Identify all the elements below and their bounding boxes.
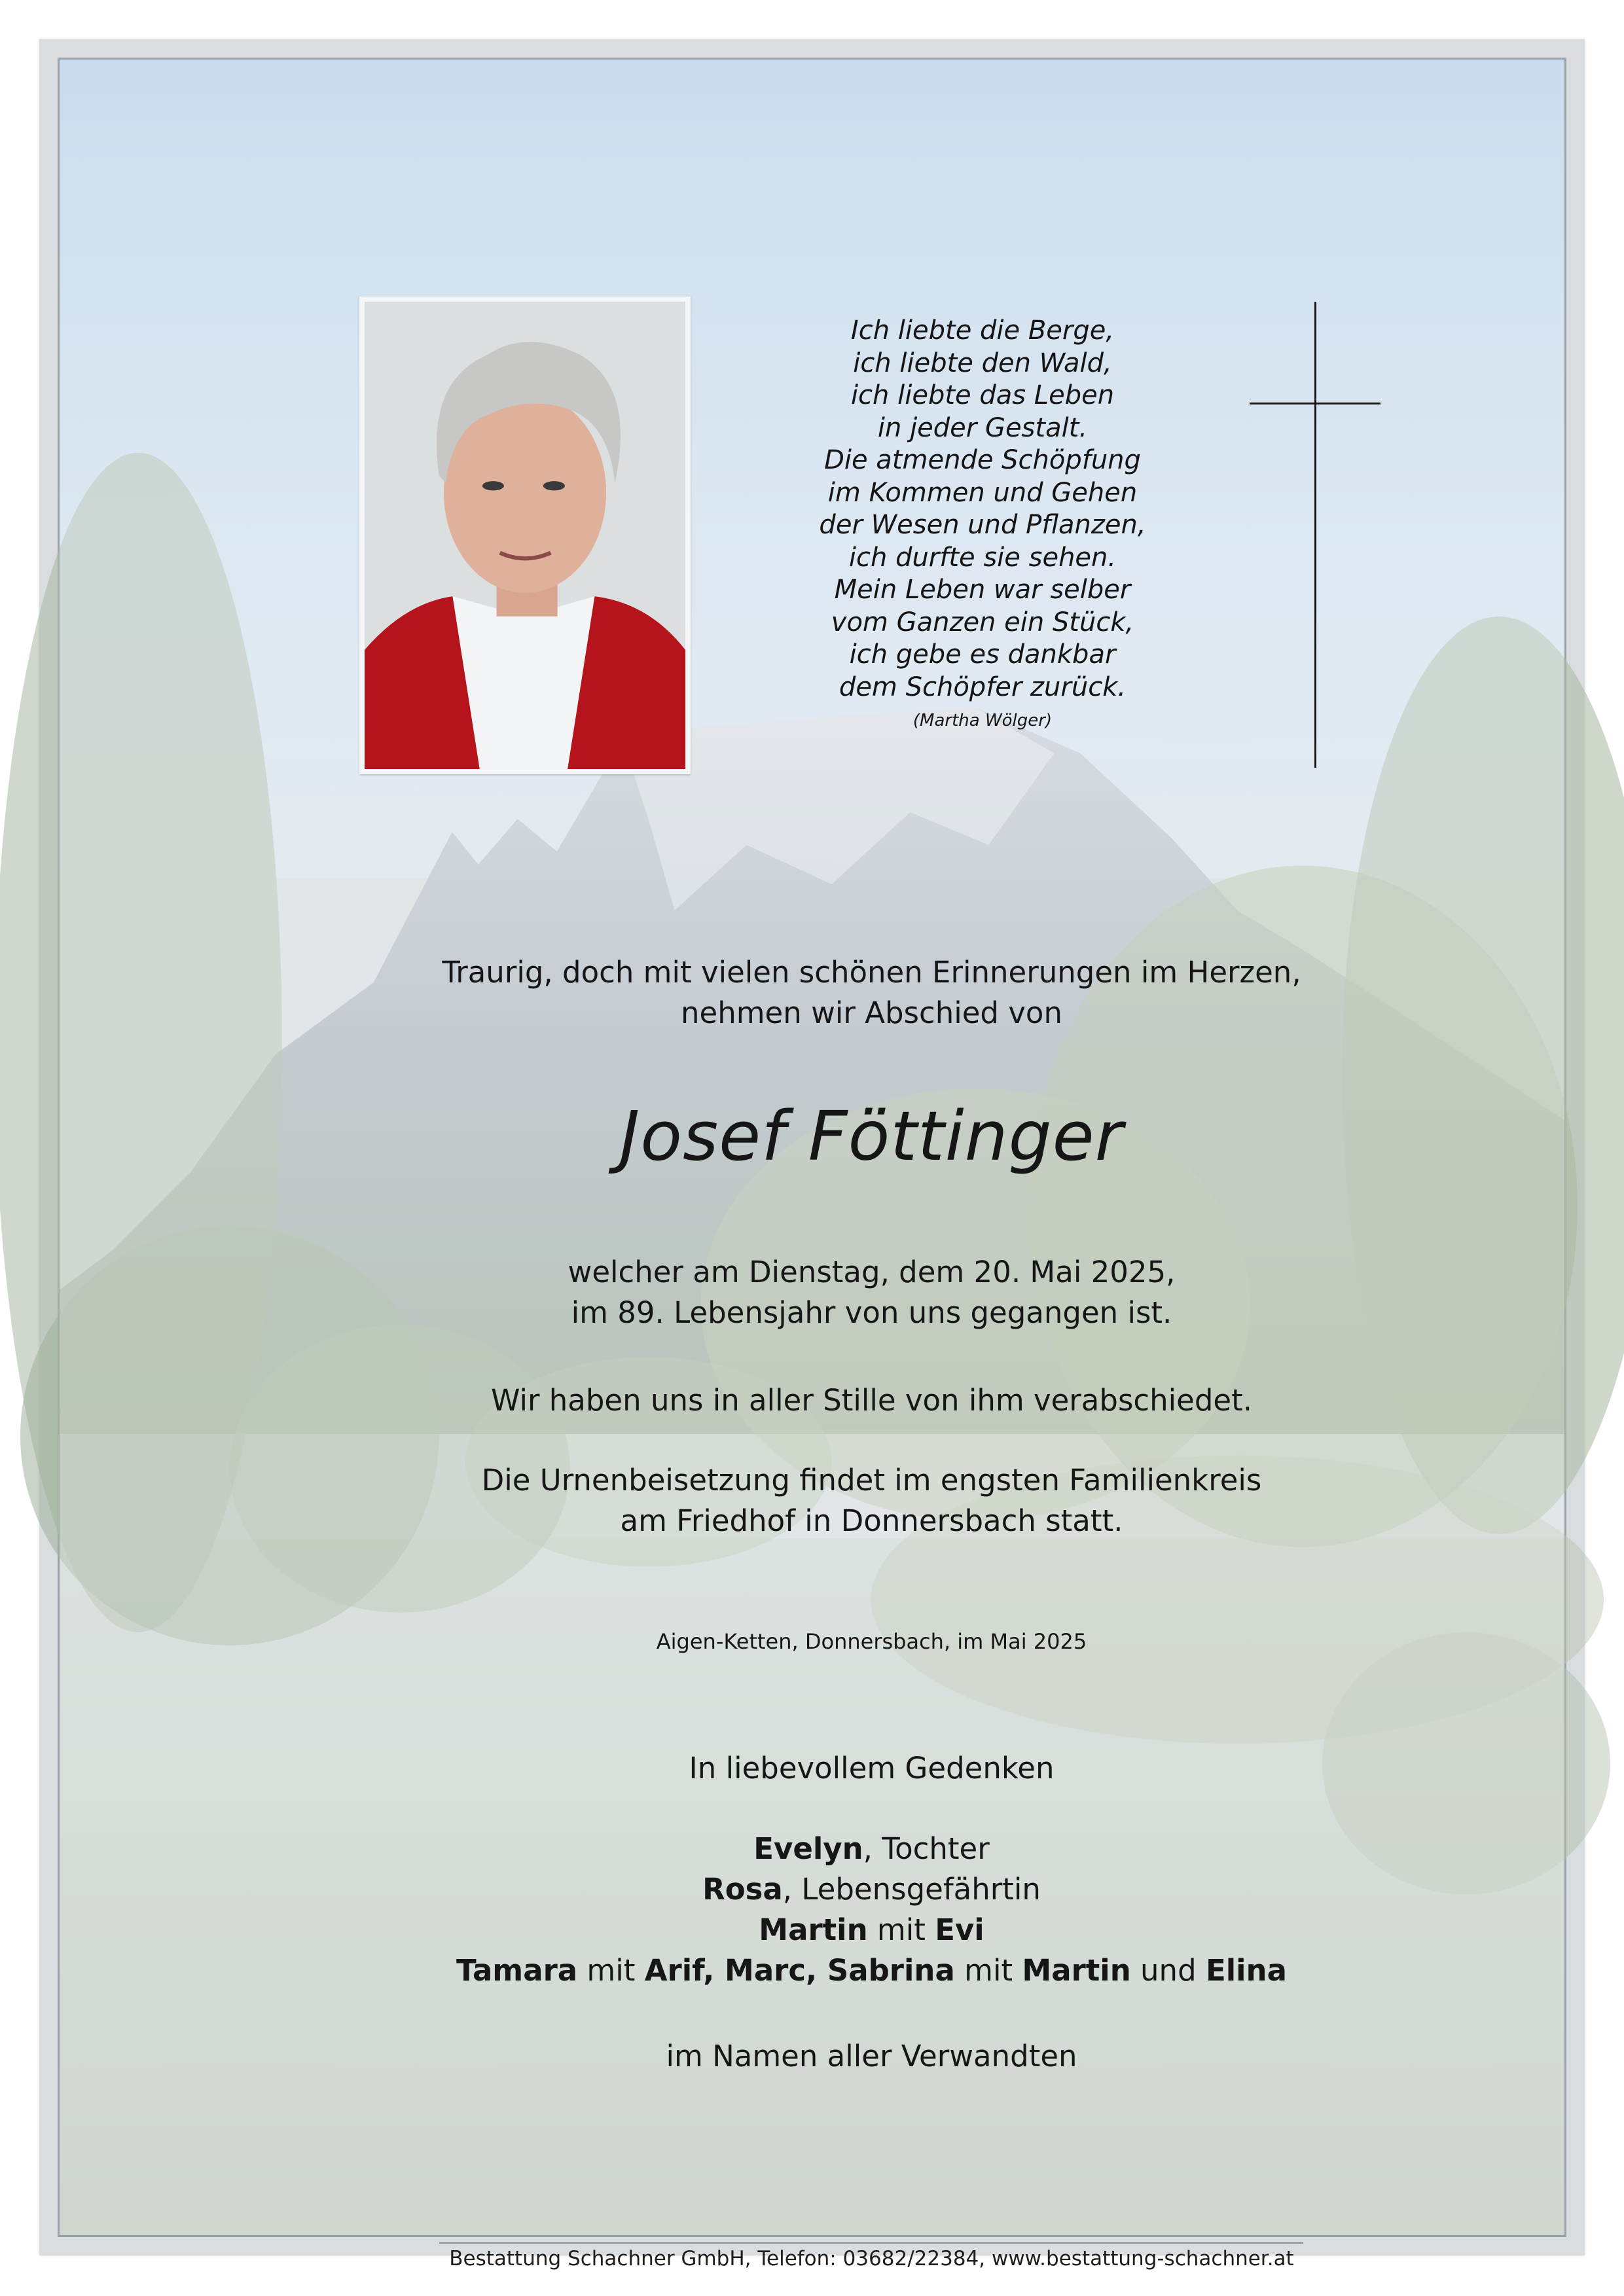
- cross-icon: [1250, 302, 1380, 768]
- relatives-text: im Namen aller Verwandten: [666, 2039, 1077, 2073]
- poem-line: ich durfte sie sehen.: [848, 542, 1117, 573]
- poem-line: in jeder Gestalt.: [877, 412, 1088, 443]
- family-row: [256, 1950, 1487, 1991]
- memorial-poem: [747, 315, 1218, 731]
- poem-line: im Kommen und Gehen: [827, 477, 1138, 508]
- family-name: Tamara: [456, 1953, 578, 1988]
- death-notice: [256, 1252, 1487, 1333]
- family-list: [256, 1829, 1487, 1991]
- burial-line: am Friedhof in Donnersbach statt.: [620, 1503, 1123, 1538]
- poem-line: ich gebe es dankbar: [849, 639, 1116, 670]
- portrait-photo: [359, 296, 691, 774]
- poem-author: (Martha Wölger): [912, 711, 1053, 730]
- family-connector: mit: [867, 1912, 935, 1947]
- cross-vertical-bar: [1314, 302, 1316, 768]
- place-date: Aigen-Ketten, Donnersbach, im Mai 2025: [656, 1629, 1087, 1654]
- family-row: [256, 1910, 1487, 1950]
- family-connector: mit: [577, 1953, 645, 1988]
- footer-divider: [439, 2242, 1303, 2244]
- intro-text: [256, 952, 1487, 1033]
- cross-horizontal-bar: [1250, 403, 1380, 404]
- family-row: [256, 1829, 1487, 1869]
- family-relation: , Lebensgefährtin: [782, 1872, 1041, 1907]
- farewell-text: Wir haben uns in aller Stille von ihm verabschiedet.: [490, 1383, 1253, 1418]
- poem-line: vom Ganzen ein Stück,: [831, 607, 1134, 637]
- family-name: Arif, Marc, Sabrina: [644, 1953, 955, 1988]
- poem-line: der Wesen und Pflanzen,: [819, 510, 1146, 540]
- obituary-card: [39, 39, 1585, 2270]
- death-line: welcher am Dienstag, dem 20. Mai 2025,: [568, 1255, 1176, 1289]
- burial-notice: [256, 1460, 1487, 1541]
- poem-line: Mein Leben war selber: [834, 575, 1131, 605]
- family-name: Rosa: [702, 1872, 783, 1907]
- death-line: im 89. Lebensjahr von uns gegangen ist.: [571, 1295, 1172, 1330]
- poem-line: ich liebte das Leben: [850, 380, 1115, 410]
- deceased-name: Josef Föttinger: [619, 1096, 1124, 1176]
- footer-contact: Bestattung Schachner GmbH, Telefon: 03682/22384, www.bestattung-schachner.at: [449, 2247, 1294, 2270]
- poem-line: Die atmende Schöpfung: [824, 445, 1141, 475]
- family-name: Elina: [1205, 1953, 1287, 1988]
- family-name: Martin: [759, 1912, 868, 1947]
- family-name: Evelyn: [753, 1831, 863, 1866]
- family-connector: mit: [954, 1953, 1022, 1988]
- intro-line: Traurig, doch mit vielen schönen Erinnerungen im Herzen,: [442, 955, 1301, 990]
- memory-heading: In liebevollem Gedenken: [689, 1751, 1055, 1785]
- family-relation: , Tochter: [863, 1831, 990, 1866]
- poem-line: dem Schöpfer zurück.: [839, 672, 1127, 702]
- poem-line: ich liebte den Wald,: [853, 348, 1112, 378]
- burial-line: Die Urnenbeisetzung findet im engsten Familienkreis: [481, 1463, 1262, 1498]
- family-name: Martin: [1022, 1953, 1131, 1988]
- family-row: [256, 1869, 1487, 1910]
- poem-line: Ich liebte die Berge,: [850, 315, 1115, 346]
- family-name: Evi: [935, 1912, 984, 1947]
- intro-line: nehmen wir Abschied von: [681, 996, 1062, 1030]
- card-frame: [58, 58, 1566, 2270]
- family-connector: und: [1130, 1953, 1206, 1988]
